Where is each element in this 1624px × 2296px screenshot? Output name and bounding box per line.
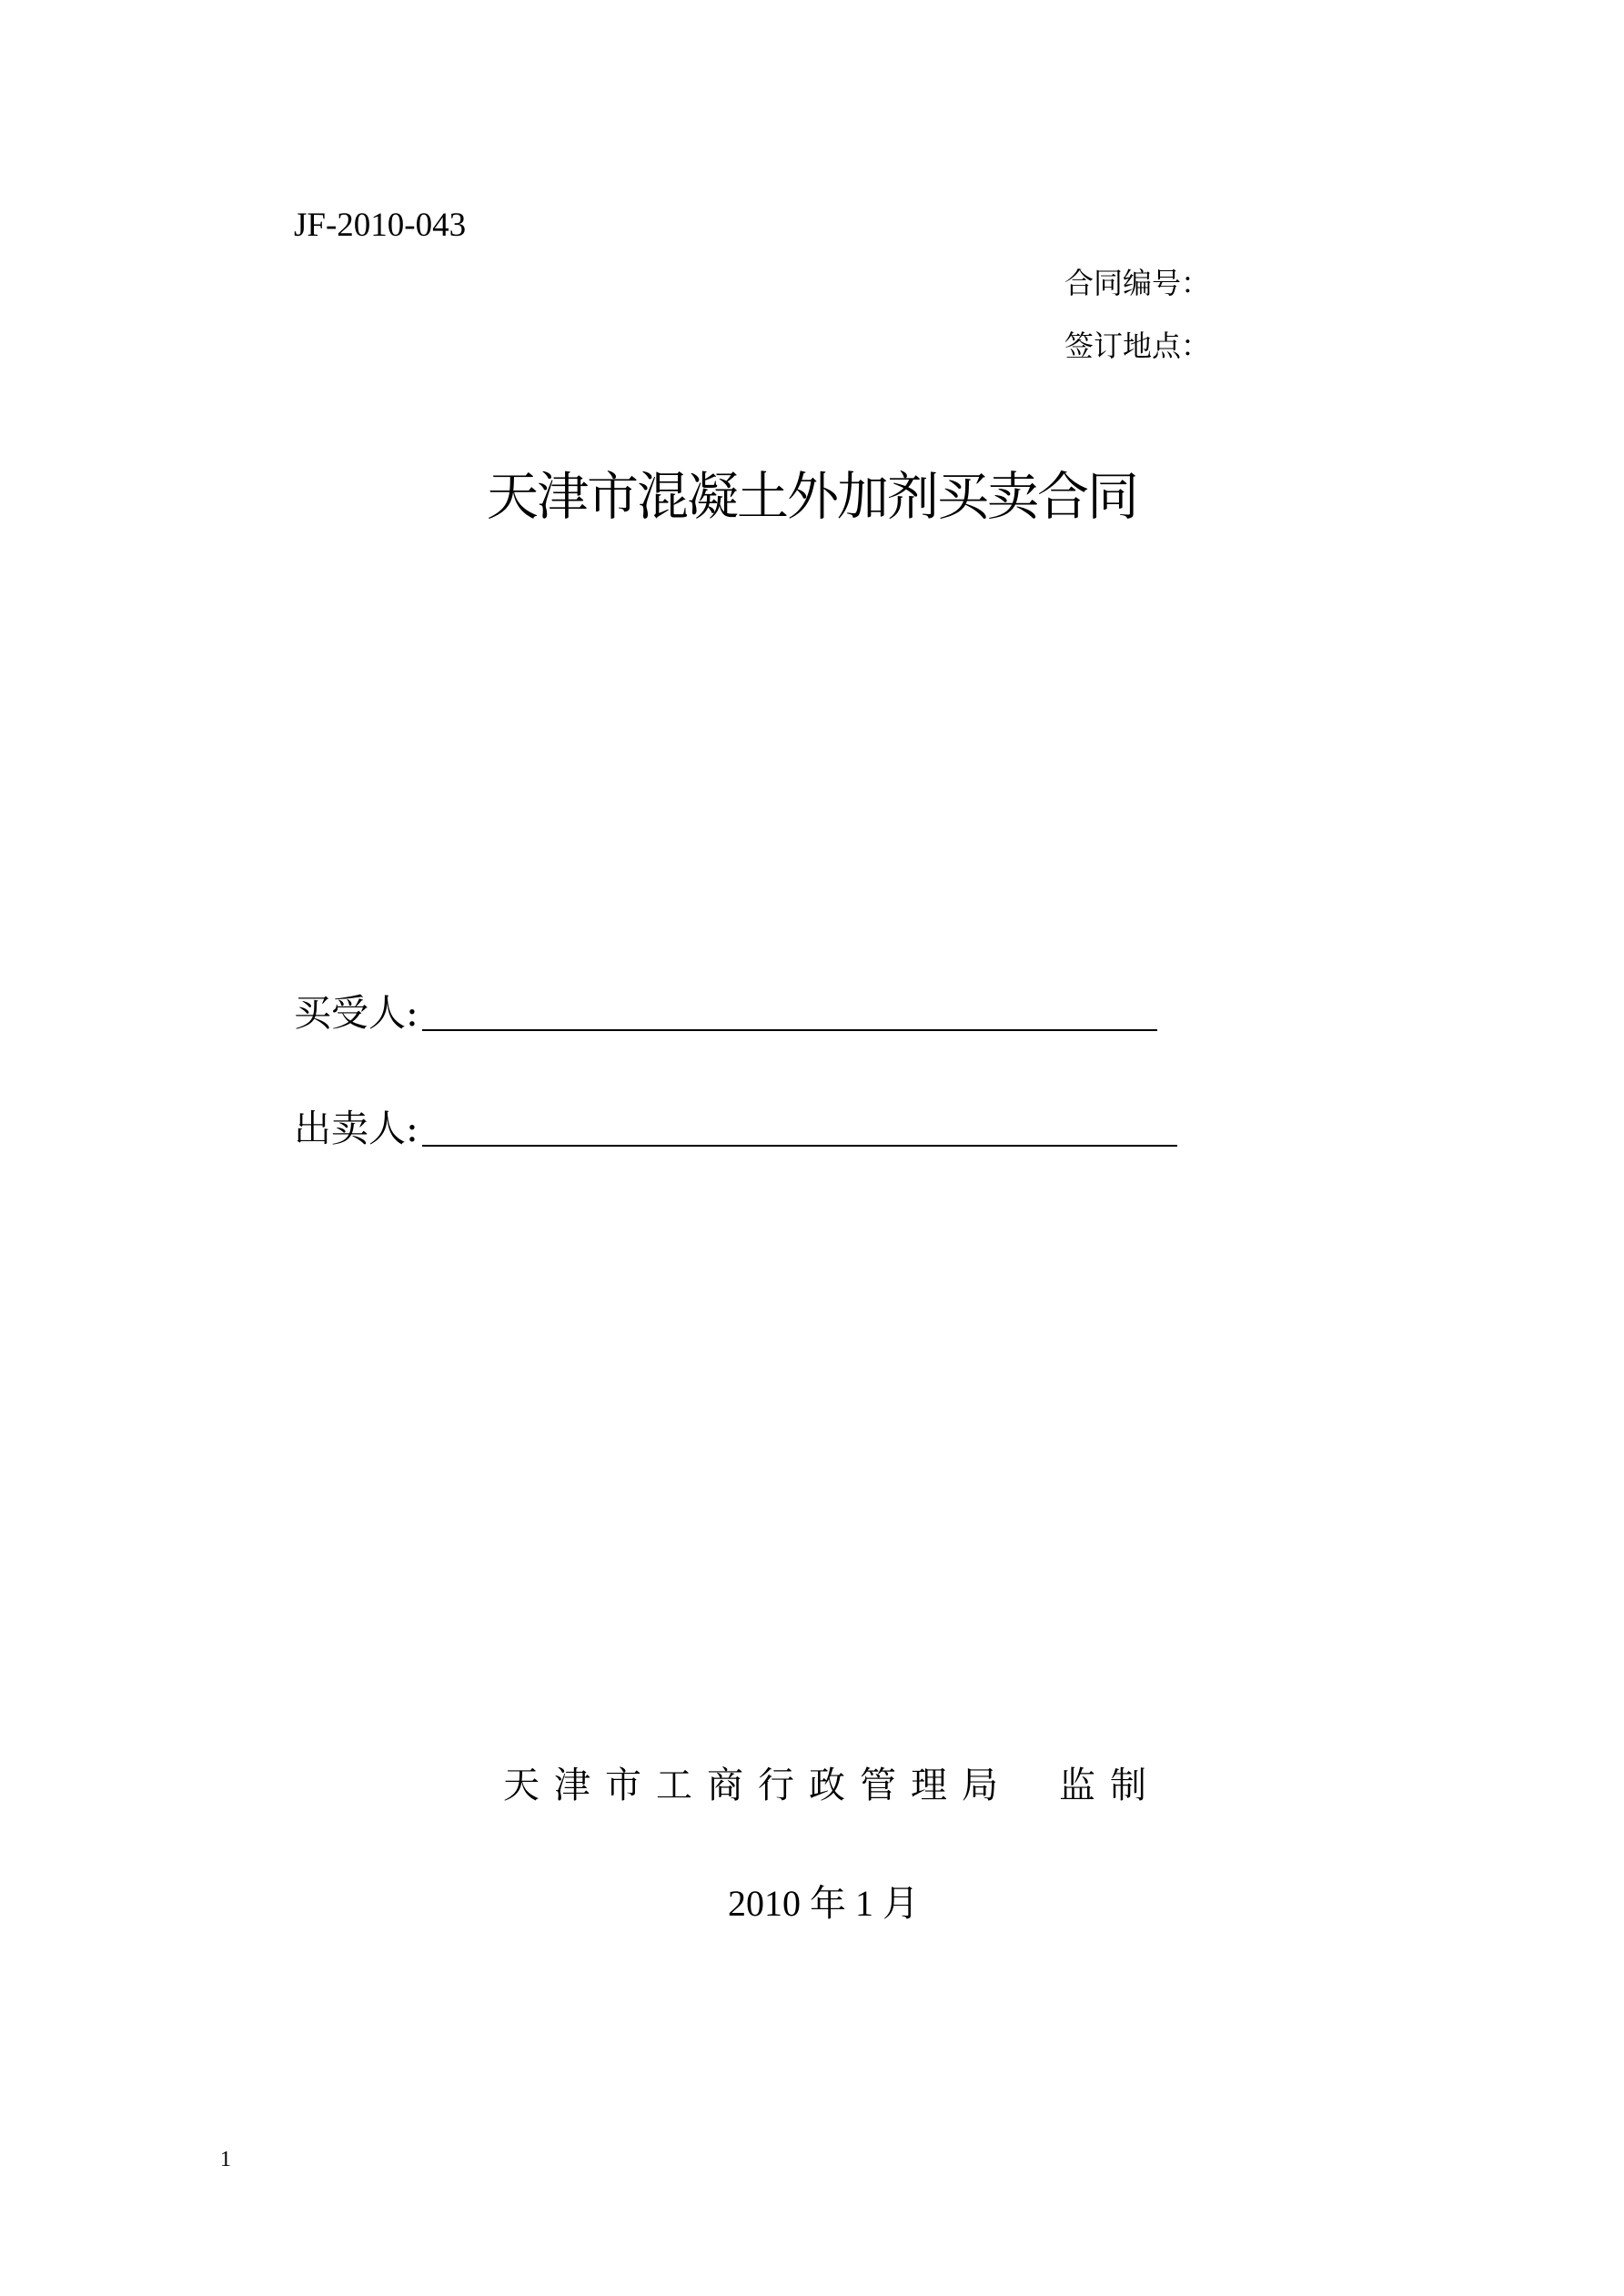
seller-row	[294, 1103, 1177, 1154]
signing-place-label: 签订地点：	[1064, 329, 1210, 363]
contract-number-label: 合同编号：	[1064, 266, 1210, 300]
seller-blank-line[interactable]	[422, 1105, 1177, 1147]
page-number: 1	[220, 2148, 231, 2171]
seller-label: 出卖人:	[294, 1107, 419, 1150]
buyer-label: 买受人:	[294, 991, 419, 1035]
form-code: JF-2010-043	[294, 207, 467, 244]
document-title: 天津市混凝土外加剂买卖合同	[487, 467, 1137, 527]
issue-date: 2010 年 1 月	[728, 1883, 919, 1924]
buyer-blank-line[interactable]	[422, 989, 1157, 1031]
issuing-authority: 天津市工商行政管理局	[503, 1765, 1013, 1806]
buyer-row	[294, 987, 1157, 1038]
supervision-note: 监制	[1059, 1765, 1161, 1806]
